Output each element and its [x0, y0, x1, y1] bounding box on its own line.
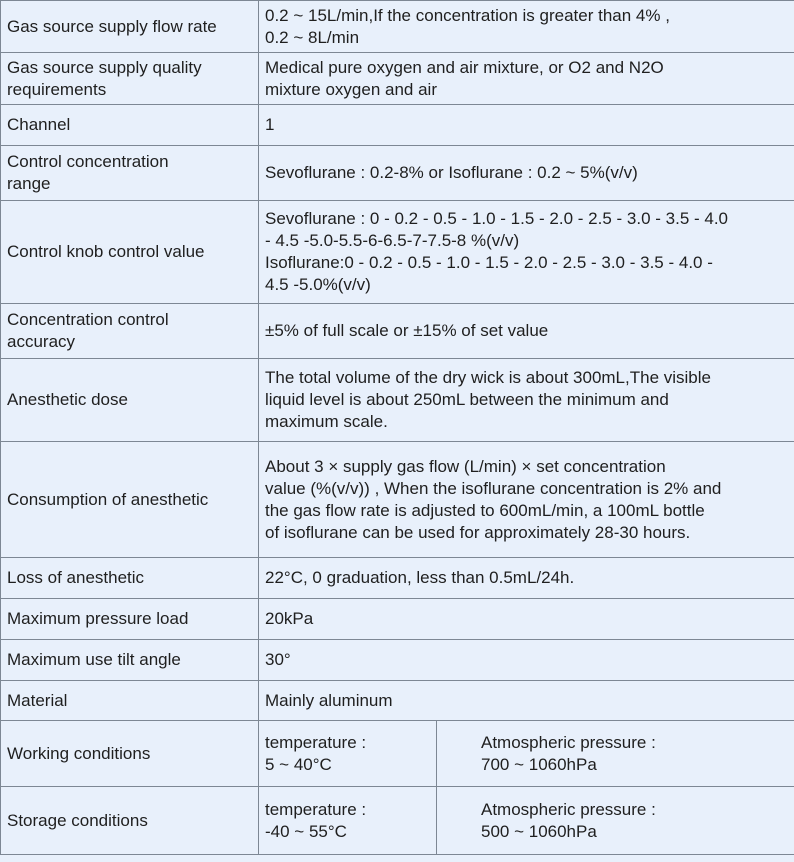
value-line: - 4.5 -5.0-5.5-6-6.5-7-7.5-8 %(v/v) [265, 231, 520, 250]
row-label [1, 53, 259, 105]
value-line: of isoflurane can be used for approximately 28-30 hours. [265, 522, 691, 542]
table-row [1, 442, 794, 558]
row-label [1, 304, 259, 359]
value-line: 0.2 ~ 8L/min [265, 27, 360, 47]
row-label: Consumption of anesthetic [1, 442, 259, 558]
row-value: Mainly aluminum [259, 681, 794, 721]
value-line: liquid level is about 250mL between the minimum and [265, 390, 669, 409]
row-label: Loss of anesthetic [1, 558, 259, 599]
table-row [1, 599, 794, 640]
table-row [1, 558, 794, 599]
row-value [259, 1, 794, 53]
pressure-value: 500 ~ 1060hPa [481, 821, 597, 841]
pressure-label: Atmospheric pressure : [481, 732, 656, 752]
row-value: 30° [259, 640, 794, 681]
row-label: Channel [1, 105, 259, 146]
row-label: Control knob control value [1, 201, 259, 304]
row-value: Sevoflurane : 0.2-8% or Isoflurane : 0.2 ~ 5%(v/v) [259, 146, 794, 201]
table-row [1, 201, 794, 304]
row-value: ±5% of full scale or ±15% of set value [259, 304, 794, 359]
label-line: requirements [7, 79, 107, 99]
value-line: 4.5 -5.0%(v/v) [265, 275, 371, 294]
row-label: Gas source supply flow rate [1, 1, 259, 53]
table-row [1, 787, 794, 855]
row-label: Storage conditions [1, 787, 259, 855]
pressure-value: 700 ~ 1060hPa [481, 754, 597, 774]
label-line: Gas source supply quality [7, 57, 202, 77]
row-value: 20kPa [259, 599, 794, 640]
temperature-value: 5 ~ 40°C [265, 754, 332, 774]
row-value [259, 359, 794, 442]
row-value [259, 53, 794, 105]
table-row [1, 105, 794, 146]
value-line: About 3 × supply gas flow (L/min) × set concentration [265, 456, 666, 476]
table-row [1, 304, 794, 359]
pressure-label: Atmospheric pressure : [481, 799, 656, 819]
value-line: Sevoflurane : 0 - 0.2 - 0.5 - 1.0 - 1.5 - 2.0 - 2.5 - 3.0 - 3.5 - 4.0 [265, 209, 729, 228]
table-row [1, 721, 794, 787]
value-line: the gas flow rate is adjusted to 600mL/min, a 100mL bottle [265, 500, 705, 520]
value-line: 0.2 ~ 15L/min,If the concentration is greater than 4% , [265, 5, 670, 25]
label-line: accuracy [7, 332, 76, 351]
temperature-label: temperature : [265, 732, 367, 752]
value-line: mixture oxygen and air [265, 79, 437, 99]
table-row [1, 53, 794, 105]
value-line: Medical pure oxygen and air mixture, or O2 and N2O [265, 57, 664, 77]
label-line: range [7, 174, 51, 193]
temperature-label: temperature : [265, 799, 367, 819]
row-value [259, 201, 794, 304]
value-line: maximum scale. [265, 412, 388, 431]
temperature-cell [259, 787, 437, 855]
row-label: Material [1, 681, 259, 721]
table-row [1, 359, 794, 442]
row-value [259, 442, 794, 558]
row-label: Maximum use tilt angle [1, 640, 259, 681]
row-value: 22°C, 0 graduation, less than 0.5mL/24h. [259, 558, 794, 599]
row-label: Maximum pressure load [1, 599, 259, 640]
table-row [1, 146, 794, 201]
label-line: Concentration control [7, 310, 169, 329]
row-label [1, 146, 259, 201]
value-line: Isoflurane:0 - 0.2 - 0.5 - 1.0 - 1.5 - 2.0 - 2.5 - 3.0 - 3.5 - 4.0 - [265, 253, 713, 272]
row-label: Working conditions [1, 721, 259, 787]
pressure-cell [437, 721, 794, 787]
pressure-cell [437, 787, 794, 855]
table-row [1, 640, 794, 681]
value-line: value (%(v/v)) , When the isoflurane concentration is 2% and [265, 478, 722, 498]
temperature-cell [259, 721, 437, 787]
table-row [1, 1, 794, 53]
row-value: 1 [259, 105, 794, 146]
table-row [1, 681, 794, 721]
temperature-value: -40 ~ 55°C [265, 821, 347, 841]
label-line: Control concentration [7, 152, 169, 171]
row-label: Anesthetic dose [1, 359, 259, 442]
value-line: The total volume of the dry wick is about 300mL,The visible [265, 368, 711, 387]
